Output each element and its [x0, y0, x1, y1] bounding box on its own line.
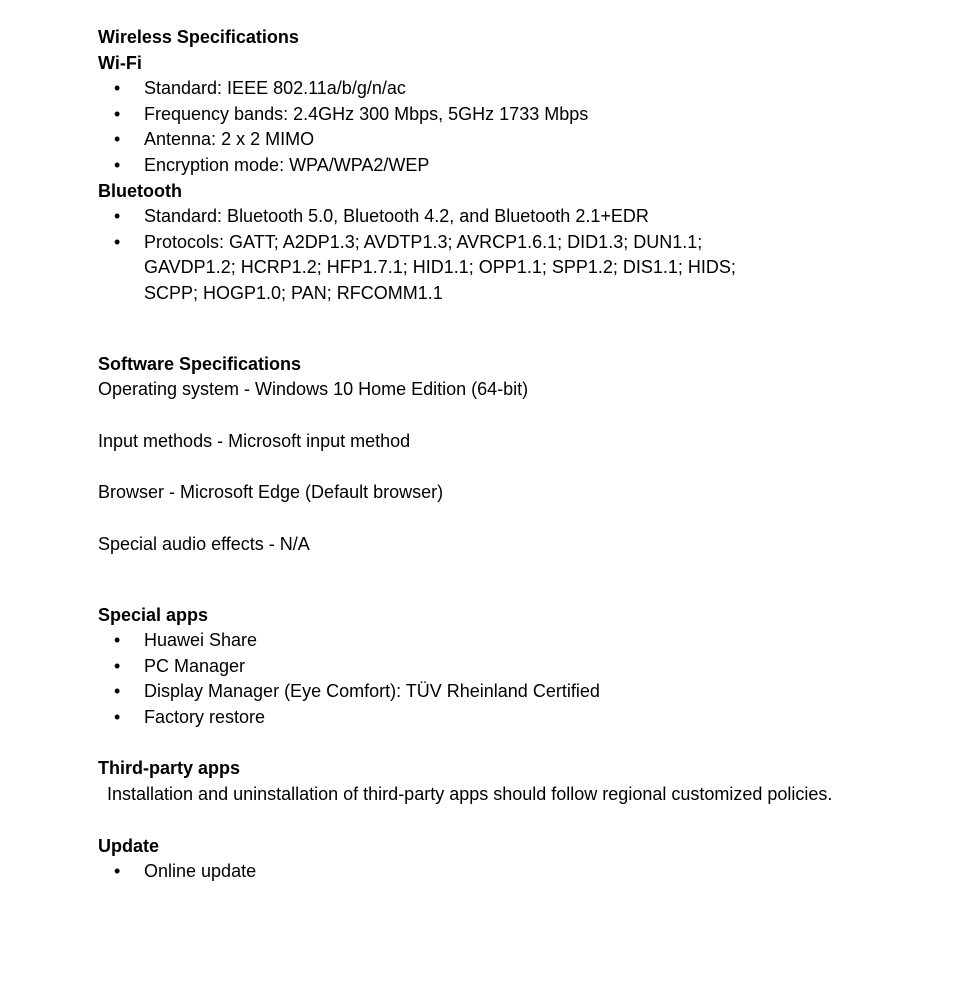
- spacer: [98, 403, 938, 429]
- wifi-list: [98, 76, 938, 178]
- audio-effects-line: Special audio effects - N/A: [98, 533, 310, 554]
- list-item-text: Online update: [144, 861, 257, 882]
- list-item-text: Antenna: 2 x 2 MIMO: [144, 129, 315, 150]
- special-apps-heading: Special apps: [98, 604, 209, 625]
- bluetooth-list: [98, 204, 938, 306]
- wireless-specs-heading: Wireless Specifications: [98, 27, 299, 47]
- bullet: •: [114, 129, 121, 150]
- update-heading: Update: [98, 835, 160, 856]
- list-item-text: Encryption mode: WPA/WPA2/WEP: [144, 154, 430, 175]
- list-item-text: Standard: IEEE 802.11a/b/g/n/ac: [144, 78, 406, 99]
- bullet: •: [114, 655, 121, 676]
- third-party-apps-heading: Third-party apps: [98, 758, 241, 779]
- list-item-text: Huawei Share: [144, 630, 258, 651]
- list-item: [98, 76, 938, 102]
- special-apps-list: [98, 628, 938, 730]
- bullet: •: [114, 681, 121, 702]
- list-item: [98, 679, 938, 705]
- list-item-text-continued: SCPP; HOGP1.0; PAN; RFCOMM1.1: [144, 282, 443, 303]
- bullet: •: [114, 861, 121, 882]
- spacer: [98, 454, 938, 480]
- list-item: [98, 153, 938, 179]
- bullet: •: [114, 154, 121, 175]
- list-item: [98, 705, 938, 731]
- list-item-text: Protocols: GATT; A2DP1.3; AVDTP1.3; AVRCP1.6.1; DID1.3; DUN1.1;: [144, 231, 703, 252]
- spacer: [98, 558, 938, 603]
- list-item: [98, 230, 938, 307]
- bullet: •: [114, 103, 121, 124]
- bullet: •: [114, 231, 121, 252]
- list-item-text: PC Manager: [144, 655, 246, 676]
- list-item: [98, 127, 938, 153]
- wifi-heading: Wi-Fi: [98, 52, 142, 73]
- spacer: [98, 307, 938, 352]
- bullet: •: [114, 206, 121, 227]
- update-list: [98, 859, 938, 885]
- os-line: Operating system - Windows 10 Home Edition (64-bit): [98, 379, 529, 400]
- list-item-text: Display Manager (Eye Comfort): TÜV Rheinland Certified: [144, 681, 600, 702]
- list-item: [98, 628, 938, 654]
- browser-line: Browser - Microsoft Edge (Default browser): [98, 482, 444, 503]
- list-item-text-continued: GAVDP1.2; HCRP1.2; HFP1.7.1; HID1.1; OPP1.1; SPP1.2; DIS1.1; HIDS;: [144, 257, 736, 278]
- list-item: [98, 102, 938, 128]
- bullet: •: [114, 78, 121, 99]
- document-body: [98, 25, 938, 885]
- list-item-text: Factory restore: [144, 706, 266, 727]
- bluetooth-heading: Bluetooth: [98, 180, 182, 201]
- bullet: •: [114, 706, 121, 727]
- input-methods-line: Input methods - Microsoft input method: [98, 430, 411, 451]
- list-item-text: Standard: Bluetooth 5.0, Bluetooth 4.2, and Bluetooth 2.1+EDR: [144, 206, 649, 227]
- spacer: [98, 506, 938, 532]
- spacer: [98, 730, 938, 756]
- list-item: [98, 204, 938, 230]
- list-item: [98, 654, 938, 680]
- spacer: [98, 808, 938, 834]
- bullet: •: [114, 630, 121, 651]
- list-item-text: Frequency bands: 2.4GHz 300 Mbps, 5GHz 1733 Mbps: [144, 103, 589, 124]
- software-specs-heading: Software Specifications: [98, 353, 302, 374]
- third-party-apps-text: Installation and uninstallation of third-party apps should follow regional customized policies.: [107, 784, 833, 805]
- list-item: [98, 859, 938, 885]
